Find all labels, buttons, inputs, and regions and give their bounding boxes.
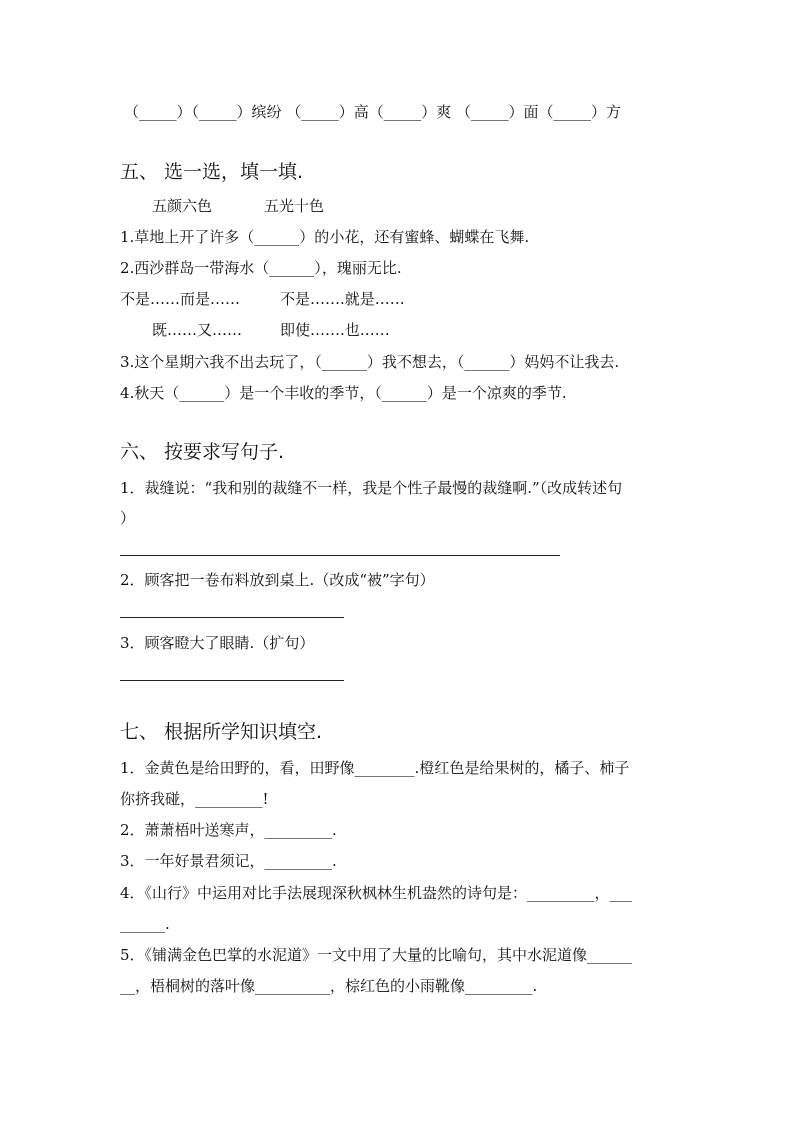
idiom-fill-line: （_____）（_____）缤纷 （_____）高（_____）爽 （_____）面（_____）方	[124, 103, 622, 121]
s5-question-2: 2.西沙群岛一带海水（______），瑰丽无比.	[120, 259, 402, 277]
s6-question-1-line2: ）	[120, 509, 136, 527]
s5-question-3: 3.这个星期六我不出去玩了，（______）我不想去，（______）妈妈不让我去.	[120, 353, 620, 371]
s7-question-4-line1: 4．《山行》中运用对比手法展现深秋枫林生机盎然的诗句是：_________，___	[120, 884, 633, 902]
s5-question-1: 1.草地上开了许多（______）的小花，还有蜜蜂、蝴蝶在飞舞.	[120, 228, 530, 246]
s7-question-4-line2: ______.	[120, 915, 170, 933]
s7-question-1-line1: 1．金黄色是给田野的，看，田野像________.橙红色是给果树的，橘子、柿子	[120, 759, 630, 777]
s7-question-5-line2: __，梧桐树的落叶像__________，棕红色的小雨靴像_________.	[120, 977, 538, 995]
conjunction-1a: 不是……而是……	[120, 290, 241, 308]
s7-question-1-line2: 你挤我碰，_________!	[120, 790, 269, 808]
s6-question-3: 3．顾客瞪大了眼睛.（扩句）	[120, 634, 315, 652]
section-5-title: 五、 选一选，填一填.	[120, 161, 304, 183]
s7-question-3: 3．一年好景君须记，_________.	[120, 852, 337, 870]
section-7-title: 七、 根据所学知识填空.	[120, 721, 323, 743]
choice-word-a: 五颜六色	[152, 197, 213, 215]
s6-question-1-line1: 1．裁缝说：“我和别的裁缝不一样，我是个性子最慢的裁缝啊.”（改成转述句	[120, 479, 623, 497]
answer-line-1[interactable]	[120, 555, 560, 556]
conjunction-1b: 不是…….就是……	[280, 290, 405, 308]
s7-question-2: 2．萧萧梧叶送寒声，_________.	[120, 821, 337, 839]
section-6-title: 六、 按要求写句子.	[120, 441, 285, 463]
conjunction-2a: 既……又……	[152, 321, 243, 339]
choice-word-b: 五光十色	[264, 197, 325, 215]
s7-question-5-line1: 5．《铺满金色巴掌的水泥道》一文中用了大量的比喻句，其中水泥道像______	[120, 946, 633, 964]
conjunction-2b: 即使…….也……	[280, 321, 390, 339]
answer-line-2[interactable]	[120, 617, 344, 618]
answer-line-3[interactable]	[120, 680, 344, 681]
s5-question-4: 4.秋天（______）是一个丰收的季节，（______）是一个凉爽的季节.	[120, 384, 567, 402]
s6-question-2: 2．顾客把一卷布料放到桌上.（改成“被”字句）	[120, 571, 435, 589]
